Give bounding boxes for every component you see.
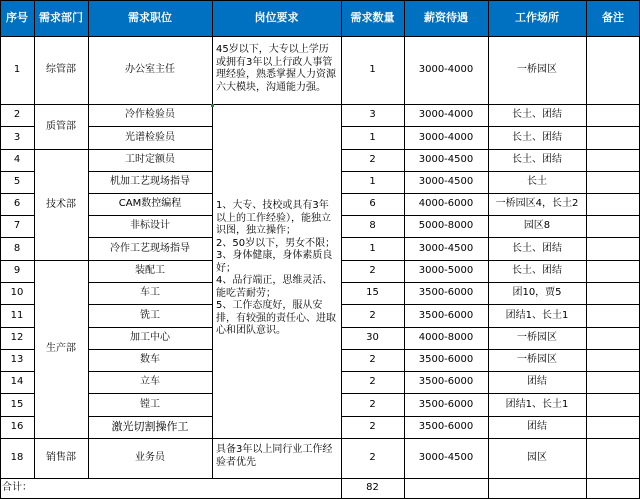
count-cell: 2 <box>369 452 376 463</box>
grid-line <box>341 193 640 194</box>
row-number: 12 <box>10 332 24 343</box>
count-cell: 2 <box>369 354 376 365</box>
grid-line <box>88 149 212 150</box>
grid-line <box>0 260 34 261</box>
grid-line <box>341 260 640 261</box>
position-cell: 镗工 <box>140 398 160 410</box>
grid-line <box>0 304 34 305</box>
salary-cell: 3000-4500 <box>418 452 474 463</box>
place-cell: 园区 <box>527 452 547 463</box>
salary-cell: 3000-4500 <box>418 242 474 254</box>
grid-line <box>341 416 640 417</box>
grid-line <box>341 393 640 394</box>
salary-cell: 3500-6000 <box>418 309 474 321</box>
salary-cell: 3500-6000 <box>418 398 474 410</box>
count-cell: 2 <box>369 421 376 432</box>
position-cell: 办公室主任 <box>125 64 175 75</box>
grid-line <box>0 126 34 127</box>
salary-cell: 4000-8000 <box>418 332 474 343</box>
salary-cell: 3000-4000 <box>418 131 474 143</box>
grid-line <box>88 0 89 478</box>
position-cell: 冷作工艺现场指导 <box>110 242 190 254</box>
note-cell <box>586 149 640 171</box>
place-cell: 团10，贾5 <box>512 287 562 298</box>
grid-line <box>341 171 640 172</box>
column-header: 岗位要求 <box>212 0 341 36</box>
row-number: 10 <box>10 287 24 298</box>
grid-line <box>88 282 212 283</box>
row-number: 7 <box>13 220 21 231</box>
position-cell: 铣工 <box>140 309 160 321</box>
place-cell: 长土、团结 <box>512 154 562 165</box>
place-cell: 团结 <box>527 376 547 387</box>
grid-line <box>0 478 640 479</box>
grid-line <box>0 36 640 37</box>
grid-line <box>0 327 34 328</box>
note-cell <box>586 416 640 438</box>
place-cell: 长土、团结 <box>512 265 562 276</box>
grid-line <box>0 104 34 105</box>
grid-line <box>404 0 405 498</box>
salary-cell: 3000-4000 <box>418 64 474 75</box>
row-number: 3 <box>13 131 21 143</box>
column-header: 备注 <box>586 0 640 36</box>
dept-cell: 销售部 <box>46 452 76 463</box>
position-cell: 冷作检验员 <box>125 109 175 120</box>
grid-line <box>0 282 34 283</box>
place-cell: 一桥园区4，长土2 <box>495 198 579 209</box>
grid-line <box>88 104 212 105</box>
grid-line <box>34 149 88 150</box>
row-number: 1 <box>13 64 21 75</box>
grid-line <box>0 0 1 498</box>
grid-line <box>88 438 212 439</box>
grid-line <box>88 416 212 417</box>
grid-line <box>88 126 212 127</box>
grid-line <box>341 327 640 328</box>
row-number: 14 <box>10 376 24 387</box>
column-header: 需求部门 <box>34 0 88 36</box>
row-number: 6 <box>13 198 21 209</box>
note-cell <box>586 438 640 478</box>
grid-line <box>0 215 34 216</box>
grid-line <box>88 171 212 172</box>
grid-line <box>212 0 213 478</box>
count-cell: 2 <box>369 265 376 276</box>
grid-line <box>88 349 212 350</box>
note-cell <box>586 371 640 393</box>
column-header: 工作场所 <box>488 0 586 36</box>
dept-cell: 生产部 <box>46 343 76 354</box>
grid-line <box>212 104 341 105</box>
count-cell: 2 <box>369 376 376 387</box>
row-number: 2 <box>13 109 21 120</box>
position-cell: 光谱检验员 <box>125 131 175 143</box>
row-number: 16 <box>10 421 24 432</box>
grid-line <box>341 149 640 150</box>
position-cell: 数车 <box>140 354 160 365</box>
note-cell <box>586 393 640 416</box>
grid-line <box>341 126 640 127</box>
grid-line <box>0 237 34 238</box>
grid-line <box>0 349 34 350</box>
position-cell: 立车 <box>140 376 160 387</box>
place-cell: 长土 <box>527 176 547 187</box>
position-cell: 机加工艺现场指导 <box>110 176 190 187</box>
grid-line <box>34 260 88 261</box>
place-cell: 一桥园区 <box>517 64 557 75</box>
place-cell: 一桥园区 <box>517 332 557 343</box>
salary-cell: 5000-8000 <box>418 220 474 231</box>
grid-line <box>0 371 34 372</box>
requirement-text: 45岁以下，大专以上学历或拥有3年以上行政人事管理经验，熟悉掌握人力资源六大模块，沟通能力强。 <box>216 44 336 93</box>
row-number: 11 <box>10 309 24 321</box>
requirement-text: 1、大专、技校或具有3年以上的工作经验），能独立识图，独立操作； 2、50岁以下，男女不限； 3、身体健康，身体素质良好； 4、品行端正，思维灵活、能吃苦耐劳； 5、工作态度好，服从安排，有较强的责任心、进取心和团队意识。 <box>216 200 336 336</box>
column-header: 薪资待遇 <box>404 0 488 36</box>
dept-cell: 技术部 <box>46 198 76 210</box>
place-cell: 一桥园区 <box>517 354 557 365</box>
cell-marker <box>211 104 214 107</box>
count-cell: 6 <box>369 198 376 209</box>
note-cell <box>586 215 640 237</box>
grid-line <box>0 149 34 150</box>
total-label: 合计： <box>2 482 32 493</box>
grid-line <box>341 104 640 105</box>
grid-line <box>341 237 640 238</box>
column-header: 序号 <box>0 0 34 36</box>
place-cell: 园区8 <box>523 220 551 231</box>
total-count: 82 <box>366 482 379 493</box>
note-cell <box>586 237 640 260</box>
salary-cell: 3000-4500 <box>418 176 474 187</box>
count-cell: 1 <box>369 242 376 254</box>
position-cell: 车工 <box>140 287 160 298</box>
place-cell: 长土、团结 <box>512 131 562 143</box>
grid-line <box>88 304 212 305</box>
grid-line <box>341 371 640 372</box>
grid-line <box>0 0 640 1</box>
grid-line <box>488 0 489 498</box>
position-cell: 工时定额员 <box>125 154 175 165</box>
count-cell: 3 <box>369 109 376 120</box>
grid-line <box>341 438 640 439</box>
count-cell: 15 <box>366 287 379 298</box>
row-number: 13 <box>10 354 24 365</box>
count-cell: 1 <box>369 131 376 143</box>
grid-line <box>88 371 212 372</box>
salary-cell: 3000-4500 <box>418 154 474 165</box>
note-cell <box>586 304 640 327</box>
position-cell: 加工中心 <box>130 332 170 343</box>
note-cell <box>586 282 640 304</box>
grid-line <box>34 0 35 478</box>
grid-line <box>0 193 34 194</box>
requirement-text: 具备3年以上同行业工作经验者优先 <box>216 444 333 468</box>
count-cell: 2 <box>369 398 376 410</box>
grid-line <box>341 215 640 216</box>
grid-line <box>88 393 212 394</box>
place-cell: 长土、团结 <box>512 109 562 120</box>
grid-line <box>34 438 88 439</box>
note-cell <box>586 260 640 282</box>
grid-line <box>88 327 212 328</box>
row-number: 18 <box>10 452 24 463</box>
column-header: 需求数量 <box>341 0 404 36</box>
row-number: 8 <box>13 242 21 254</box>
grid-line <box>586 0 587 498</box>
grid-line <box>88 260 212 261</box>
note-cell <box>586 126 640 149</box>
place-cell: 团结1、长土1 <box>505 398 569 410</box>
row-number: 9 <box>13 265 21 276</box>
row-number: 15 <box>10 398 24 410</box>
grid-line <box>88 237 212 238</box>
grid-line <box>88 193 212 194</box>
position-cell: 非标设计 <box>130 220 170 231</box>
grid-line <box>341 0 342 498</box>
dept-cell: 综管部 <box>46 64 76 75</box>
salary-cell: 3000-4000 <box>418 109 474 120</box>
note-cell <box>586 193 640 215</box>
count-cell: 1 <box>369 176 376 187</box>
grid-line <box>88 215 212 216</box>
salary-cell: 4000-6000 <box>418 198 474 209</box>
column-header: 需求职位 <box>88 0 212 36</box>
grid-line <box>0 438 34 439</box>
place-cell: 长土、团结 <box>512 242 562 254</box>
count-cell: 8 <box>369 220 376 231</box>
grid-line <box>0 171 34 172</box>
grid-line <box>212 438 341 439</box>
grid-line <box>34 104 88 105</box>
count-cell: 2 <box>369 154 376 165</box>
grid-line <box>341 304 640 305</box>
row-number: 5 <box>13 176 21 187</box>
note-cell <box>586 327 640 349</box>
salary-cell: 3000-5000 <box>418 265 474 276</box>
grid-line <box>0 393 34 394</box>
position-cell: 激光切割操作工 <box>111 420 189 433</box>
grid-line <box>0 416 34 417</box>
salary-cell: 3500-6000 <box>418 376 474 387</box>
place-cell: 团结 <box>527 421 547 432</box>
grid-line <box>341 282 640 283</box>
grid-line <box>341 349 640 350</box>
salary-cell: 3500-6000 <box>418 421 474 432</box>
count-cell: 1 <box>369 64 376 75</box>
note-cell <box>586 104 640 126</box>
note-cell <box>586 349 640 371</box>
note-cell <box>586 36 640 104</box>
place-cell: 团结1、长土1 <box>505 309 569 321</box>
position-cell: CAM数控编程 <box>118 198 182 209</box>
position-cell: 装配工 <box>135 265 165 276</box>
salary-cell: 3500-6000 <box>418 354 474 365</box>
row-number: 4 <box>13 154 21 165</box>
count-cell: 2 <box>369 309 376 321</box>
dept-cell: 质管部 <box>46 120 76 132</box>
position-cell: 业务员 <box>135 452 165 463</box>
salary-cell: 3500-6000 <box>418 287 474 298</box>
count-cell: 30 <box>366 332 379 343</box>
note-cell <box>586 171 640 193</box>
